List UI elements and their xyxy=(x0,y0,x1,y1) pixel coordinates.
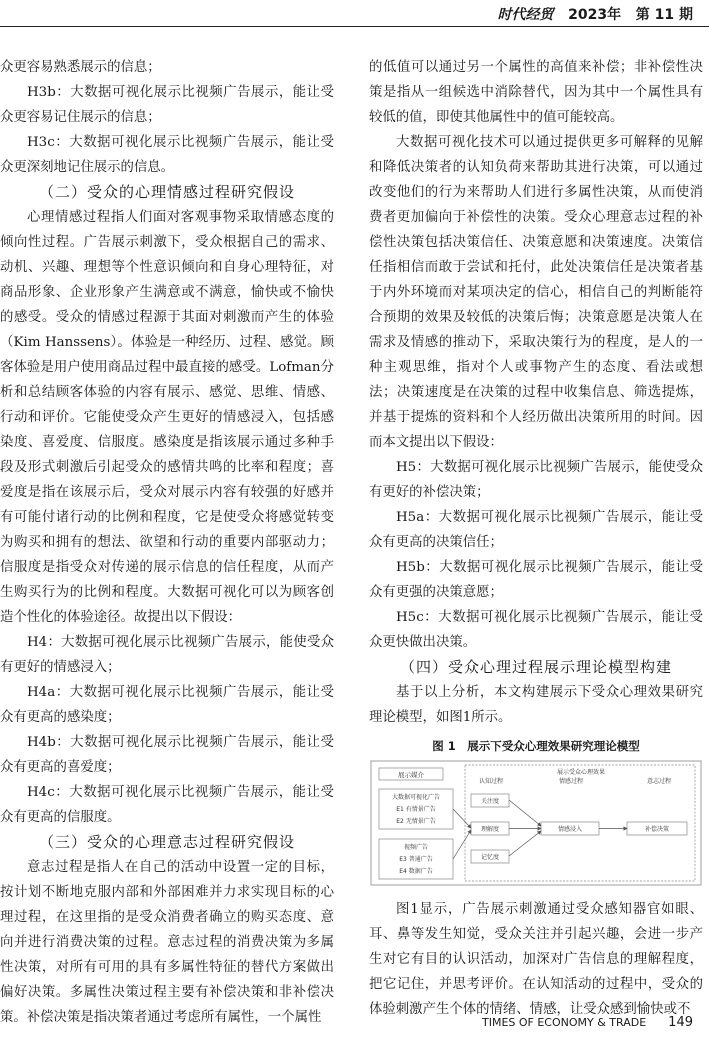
paragraph: 基于以上分析，本文构建展示下受众心理效果研究理论模型，如图1所示。 xyxy=(369,685,703,725)
paragraph: 的低值可以通过另一个属性的高值来补偿；非补偿性决策是指从一组候选中消除替代，因为其中一个属性具有较低的值，即使其他属性中的值可能较高。 xyxy=(369,60,703,125)
compensation-label: 补偿决策 xyxy=(644,826,670,833)
model-diagram xyxy=(369,759,703,887)
paragraph: 众更容易熟悉展示的信息； xyxy=(0,60,161,75)
paragraph: 意志过程是指人在自己的活动中设置一定的目标，按计划不断地克服内部和外部困难并力求实现目标的心理过程，在这里指的是受众消费者确立的购买态度、意向并进行消费决策的过程。意志过程的消费决策为多属性决策，对所有可用的具有多属性特征的替代方案做出偏好决策。多属性决策过程主要有补偿决策和非补偿决策。补偿决策是指决策者通过考虑所有属性，一个属性 xyxy=(0,860,334,1025)
footer-journal: TIMES OF ECONOMY & TRADE xyxy=(481,1016,647,1029)
cognition-label: 认知过程 xyxy=(478,778,504,785)
left-column xyxy=(0,55,334,1030)
emotion-label: 情感过程 xyxy=(558,778,584,785)
right-column-bottom xyxy=(369,897,703,1022)
page-header xyxy=(0,0,709,28)
paragraph: H4：大数据可视化展示比视频广告展示，能使受众有更好的情感浸入； xyxy=(0,635,334,675)
attention-label: 关注度 xyxy=(480,798,500,805)
figure-1 xyxy=(369,759,703,887)
arrow-video-understanding xyxy=(453,830,471,859)
arrow-memory-immersion xyxy=(509,831,541,856)
memory-label: 记忆度 xyxy=(480,854,500,861)
paragraph: H5c：大数据可视化展示比视频广告展示，能让受众更快做出决策。 xyxy=(369,610,703,650)
right-column-top xyxy=(369,55,703,730)
paragraph: H5：大数据可视化展示比视频广告展示，能使受众有更好的补偿决策； xyxy=(369,460,703,500)
display-media-label: 展示媒介 xyxy=(398,771,424,779)
immersion-label: 情感浸入 xyxy=(557,826,583,833)
e1-label: E1 有情景广告 xyxy=(396,806,436,813)
paragraph: H4b：大数据可视化展示比视频广告展示，能让受众有更高的喜爱度； xyxy=(0,735,334,775)
bigdata-ad-label: 大数据可视化广告 xyxy=(391,794,441,801)
paragraph: H5b：大数据可视化展示比视频广告展示，能让受众有更强的决策意愿； xyxy=(369,560,703,600)
understanding-label: 理解度 xyxy=(480,826,500,833)
header-rule xyxy=(0,26,709,27)
header-text xyxy=(498,4,693,24)
e2-label: E2 无情景广告 xyxy=(396,818,436,825)
paragraph: 心理情感过程指人们面对客观事物采取情感态度的倾向性过程。广告展示刺激下，受众根据自己的需求、动机、兴趣、理想等个性意识倾向和自身心理特征，对商品形象、企业形象产生满意或不满意，愉快或不愉快的感受。受众的情感过程源于其面对刺激而产生的体验（Kim Hanssens）。体验是一种经历、过程、感觉。顾客体验是用户使用商品过程中最直接的感受。Lofman分析和总结顾客体验的内容有展示、感觉、思维、情感、行动和评价。它能使受众产生更好的情感浸入，包括感染度、喜爱度、信服度。感染度是指该展示通过多种手段及形式刺激后引起受众的感情共鸣的比率和程度；喜爱度是指在该展示后，受众对展示内容有较强的好感并有可能付诸行动的比例和程度，它是使受众将感觉转变为购买和拥有的想法、欲望和行动的重要内部驱动力；信服度是指受众对传递的展示信息的信任程度，从而产生购买行为的比例和程度。大数据可视化可以为顾客创造个性化的体验途径。故提出以下假设： xyxy=(0,210,334,625)
video-ad-label: 视频广告 xyxy=(403,844,429,851)
paragraph: H3c：大数据可视化展示比视频广告展示，能让受众更深刻地记住展示的信息。 xyxy=(0,135,334,175)
arrow-attention-immersion xyxy=(509,800,541,826)
issue-year: 2023年 xyxy=(568,7,622,23)
section-heading: （二）受众的心理情感过程研究假设 xyxy=(38,183,295,201)
right-column xyxy=(369,55,703,1022)
e4-label: E4 数据广告 xyxy=(399,868,433,875)
paragraph: H4a：大数据可视化展示比视频广告展示，能让受众有更高的感染度； xyxy=(0,685,334,725)
journal-name: 时代经贸 xyxy=(497,7,554,23)
paragraph: H3b：大数据可视化展示比视频广告展示，能让受众更容易记住展示的信息； xyxy=(0,85,334,125)
page-number: 149 xyxy=(668,1015,693,1030)
page-footer xyxy=(482,1015,693,1030)
will-label: 意志过程 xyxy=(646,778,672,785)
section-heading: （三）受众的心理意志过程研究假设 xyxy=(38,833,295,851)
issue-number: 第 11 期 xyxy=(635,7,693,23)
paragraph: H4c：大数据可视化展示比视频广告展示，能让受众有更高的信服度。 xyxy=(0,785,334,825)
e3-label: E3 普通广告 xyxy=(399,856,433,863)
process-title: 展示受众心理效果 xyxy=(556,769,606,776)
paragraph: 大数据可视化技术可以通过提供更多可解释的见解和降低决策者的认知负荷来帮助其进行决策，可以通过改变他们的行为来帮助人们进行多属性决策，从而使消费者更加偏向于补偿性的决策。受众心理意志过程的补偿性决策包括决策信任、决策意愿和决策速度。决策信任指相信而敢于尝试和托付，此处决策信任是决策者基于内外环境而对某项决定的信心，相信自己的判断能符合预期的效果及较低的决策后悔；决策意愿是决策人在需求及情感的推动下，采取决策行为的程度，是人的一种主观思维，指对个人或事物产生的态度、看法或想法；决策速度是在决策的过程中收集信息、筛选提炼，并基于提炼的资料和个人经历做出决策所用的时间。因而本文提出以下假设： xyxy=(369,135,703,450)
paragraph: 图1显示，广告展示刺激通过受众感知器官如眼、耳、鼻等发生知觉，受众关注并引起兴趣，会进一步产生对它有目的认识活动，加深对广告信息的理解程度，把它记住，并思考评价。在认知活动的过程中，受众的体验刺激产生个体的情绪、情感，让受众感到愉快或不 xyxy=(369,902,703,1017)
section-heading: （四）受众心理过程展示理论模型构建 xyxy=(399,658,672,676)
arrow-bigdata-understanding xyxy=(453,809,471,828)
figure-caption: 图 1 展示下受众心理效果研究理论模型 xyxy=(432,739,640,753)
paragraph: H5a：大数据可视化展示比视频广告展示，能让受众有更高的决策信任； xyxy=(369,510,703,550)
